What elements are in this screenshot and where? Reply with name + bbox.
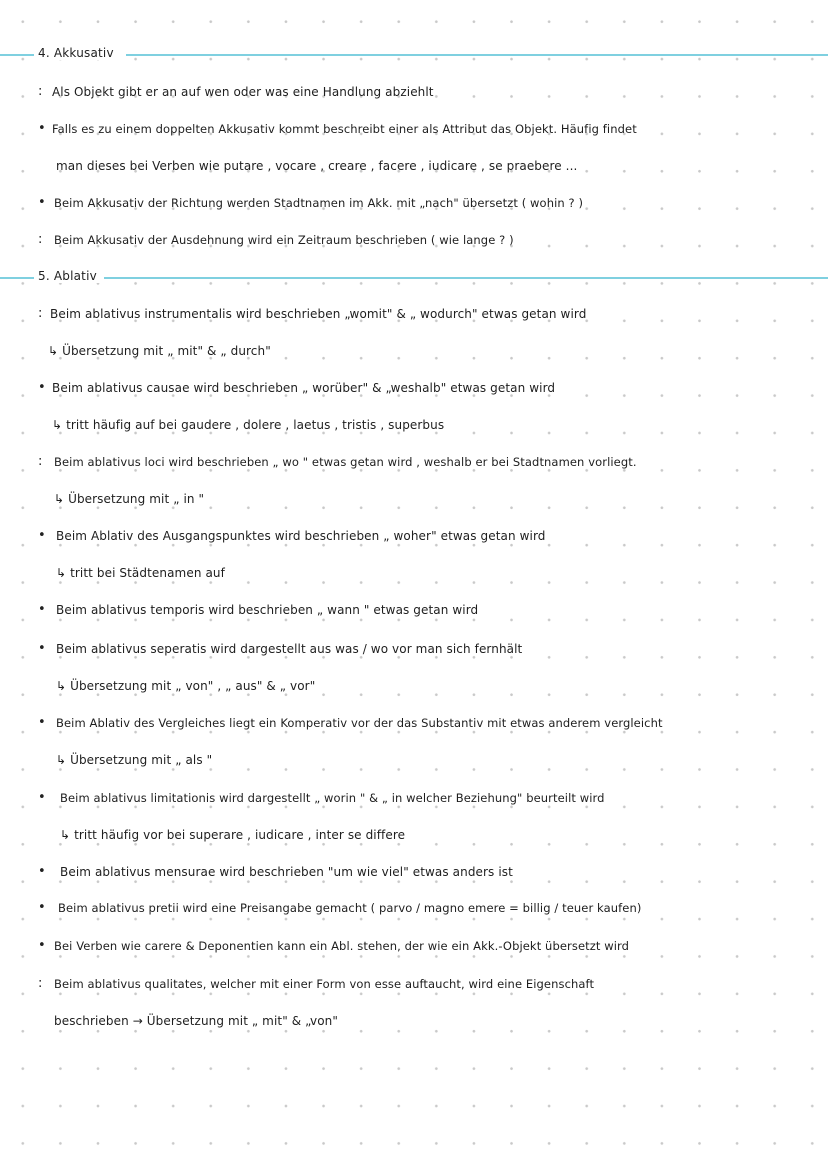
section-title: 5. Ablativ bbox=[38, 269, 101, 283]
note-text: Beim ablativus seperatis wird dargestellt aus was / wo vor man sich fernhält bbox=[56, 642, 523, 656]
note-line bbox=[0, 751, 828, 773]
note-text: Beim ablativus instrumentalis wird beschrieben „womit" & „ wodurch" etwas getan wird bbox=[50, 307, 587, 321]
note-line bbox=[0, 453, 828, 475]
note-text: Beim ablativus causae wird beschrieben „ worüber" & „weshalb" etwas getan wird bbox=[52, 381, 556, 395]
note-line bbox=[0, 863, 828, 885]
note-line bbox=[0, 1012, 828, 1034]
bullet-mark: • bbox=[38, 938, 46, 953]
note-line bbox=[0, 601, 828, 623]
note-line bbox=[0, 342, 828, 364]
bullet-mark: : bbox=[38, 454, 43, 469]
heading-rule-left bbox=[0, 54, 34, 56]
heading-rule-left bbox=[0, 277, 34, 279]
bullet-mark: • bbox=[38, 121, 46, 136]
note-text: Beim Ablativ des Ausgangspunktes wird beschrieben „ woher" etwas getan wird bbox=[56, 529, 546, 543]
note-line bbox=[0, 490, 828, 512]
note-text: beschrieben → Übersetzung mit „ mit" & „von" bbox=[54, 1014, 339, 1028]
bullet-mark: • bbox=[38, 900, 46, 915]
note-line bbox=[0, 83, 828, 105]
bullet-mark: : bbox=[38, 306, 43, 321]
bullet-mark: : bbox=[38, 84, 43, 99]
note-text: Beim Akkusativ der Richtung werden Stadtnamen im Akk. mit „nach" übersetzt ( wohin ? ) bbox=[54, 196, 584, 210]
note-text: Beim Ablativ des Vergleiches liegt ein Komperativ vor der das Substantiv mit etwas anderem vergleicht bbox=[56, 716, 663, 730]
heading-rule-right bbox=[104, 277, 828, 279]
note-line bbox=[0, 640, 828, 662]
note-line bbox=[0, 564, 828, 586]
note-line bbox=[0, 899, 828, 921]
bullet-mark: • bbox=[38, 641, 46, 656]
note-line bbox=[0, 789, 828, 811]
bullet-mark: • bbox=[38, 864, 46, 879]
note-text: Beim ablativus loci wird beschrieben „ wo " etwas getan wird , weshalb er bei Stadtnamen vorliegt. bbox=[54, 455, 637, 469]
note-line bbox=[0, 937, 828, 959]
note-line bbox=[0, 975, 828, 997]
heading-rule-right bbox=[126, 54, 828, 56]
note-text: ↳ tritt häufig auf bei gaudere , dolere , laetus , tristis , superbus bbox=[52, 418, 445, 432]
note-text: ↳ Übersetzung mit „ als " bbox=[56, 753, 213, 767]
note-text: ↳ Übersetzung mit „ mit" & „ durch" bbox=[48, 344, 271, 358]
note-line bbox=[0, 379, 828, 401]
bullet-mark: : bbox=[38, 976, 43, 991]
note-text: Als Objekt gibt er an auf wen oder was eine Handlung abziehlt bbox=[52, 85, 434, 99]
note-text: man dieses bei Verben wie putare , vocare , creare , facere , iudicare , se praebere ... bbox=[56, 159, 578, 173]
note-text: ↳ Übersetzung mit „ von" , „ aus" & „ vor" bbox=[56, 679, 316, 693]
note-text: Beim ablativus mensurae wird beschrieben "um wie viel" etwas anders ist bbox=[60, 865, 513, 879]
bullet-mark: • bbox=[38, 602, 46, 617]
note-text: Beim ablativus qualitates, welcher mit einer Form von esse auftaucht, wird eine Eigenschaft bbox=[54, 977, 595, 991]
note-line bbox=[0, 527, 828, 549]
note-text: Beim ablativus temporis wird beschrieben „ wann " etwas getan wird bbox=[56, 603, 479, 617]
note-text: Beim ablativus pretii wird eine Preisangabe gemacht ( parvo / magno emere = billig / teuer kaufen) bbox=[58, 901, 642, 915]
note-line bbox=[0, 677, 828, 699]
note-line bbox=[0, 231, 828, 253]
note-text: ↳ tritt bei Städtenamen auf bbox=[56, 566, 225, 580]
note-line bbox=[0, 714, 828, 736]
section-heading-akkusativ bbox=[0, 45, 828, 65]
bullet-mark: • bbox=[38, 715, 46, 730]
note-text: Beim ablativus limitationis wird dargestellt „ worin " & „ in welcher Beziehung" beurteilt wird bbox=[60, 791, 605, 805]
note-line bbox=[0, 416, 828, 438]
bullet-mark: : bbox=[38, 232, 43, 247]
note-line bbox=[0, 194, 828, 216]
note-text: ↳ Übersetzung mit „ in " bbox=[54, 492, 205, 506]
note-text: Beim Akkusativ der Ausdehnung wird ein Zeitraum beschrieben ( wie lange ? ) bbox=[54, 233, 514, 247]
bullet-mark: • bbox=[38, 790, 46, 805]
note-text: Bei Verben wie carere & Deponentien kann ein Abl. stehen, der wie ein Akk.-Objekt übersetzt wird bbox=[54, 939, 630, 953]
section-heading-ablativ bbox=[0, 268, 828, 288]
bullet-mark: • bbox=[38, 195, 46, 210]
note-line bbox=[0, 120, 828, 142]
section-title: 4. Akkusativ bbox=[38, 46, 118, 60]
note-text: ↳ tritt häufig vor bei superare , iudicare , inter se differe bbox=[60, 828, 406, 842]
note-line bbox=[0, 305, 828, 327]
note-line bbox=[0, 157, 828, 179]
note-line bbox=[0, 826, 828, 848]
bullet-mark: • bbox=[38, 380, 46, 395]
bullet-mark: • bbox=[38, 528, 46, 543]
note-text: Falls es zu einem doppelten Akkusativ kommt beschreibt einer als Attribut das Objekt. Häufig findet bbox=[52, 122, 637, 136]
